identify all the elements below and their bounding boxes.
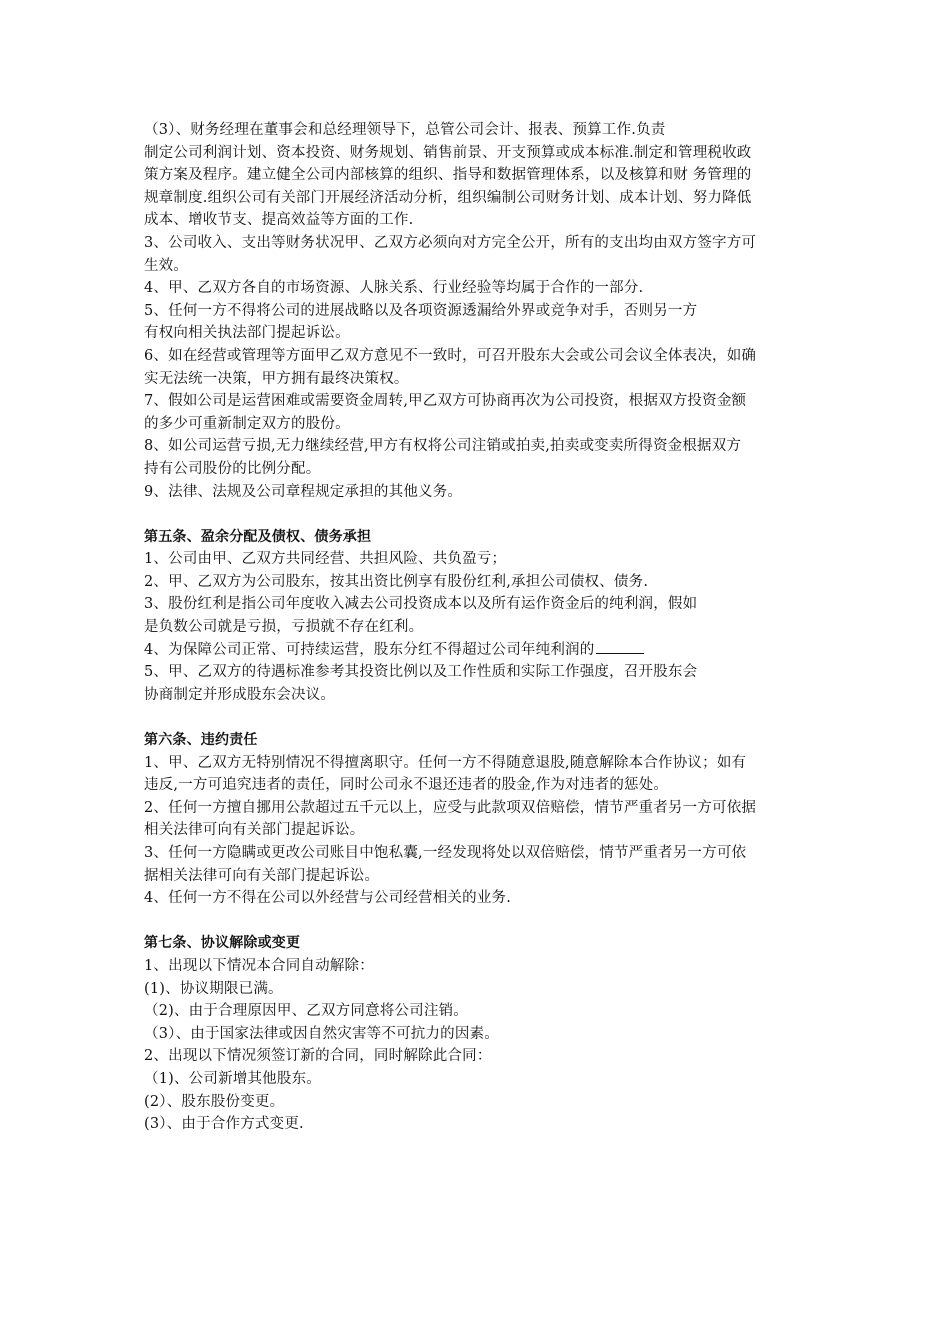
paragraph-line: （3）、财务经理在董事会和总经理领导下，总管公司会计、报表、预算工作.负责 <box>144 122 666 138</box>
paragraph-line: (3）、由于合作方式变更. <box>144 1116 304 1133</box>
paragraph-line: 7、假如公司是运营困难或需要资金周转,甲乙双方可协商再次为公司投资，根据双方投资金额 <box>144 393 747 410</box>
paragraph-line: 5、任何一方不得将公司的进展战略以及各项资源透漏给外界或竞争对手，否则另一方 <box>144 302 698 319</box>
paragraph-line: 2、出现以下情况须签订新的合同，同时解除此合同： <box>144 1048 492 1065</box>
fill-in-blank <box>596 639 644 654</box>
section-spacer <box>144 706 814 729</box>
section-heading-7: 第七条、协议解除或变更 <box>144 935 301 952</box>
paragraph-line: 有权向相关执法部门提起诉讼。 <box>144 325 350 342</box>
paragraph-line: 的多少可重新制定双方的股份。 <box>144 415 350 432</box>
paragraph-line: 持有公司股份的比例分配。 <box>144 460 321 477</box>
paragraph-line: 1、出现以下情况本合同自动解除： <box>144 957 374 974</box>
paragraph-line: 违反,一方可追究违者的责任，同时公司永不退还违者的股金,作为对违者的惩处。 <box>144 777 669 794</box>
paragraph-line: 4、甲、乙双方各自的市场资源、人脉关系、行业经验等均属于合作的一部分. <box>144 280 644 297</box>
paragraph-line: 3、任何一方隐瞒或更改公司账目中饱私囊,一经发现将处以双倍赔偿，情节严重者另一方可依 <box>144 845 747 861</box>
paragraph-line: 3、公司收入、支出等财务状况甲、乙双方必须向对方完全公开，所有的支出均由双方签字方可 <box>144 234 757 251</box>
paragraph-line: 实无法统一决策，甲方拥有最终决策权。 <box>144 370 409 387</box>
paragraph-line: 1、公司由甲、乙双方共同经营、共担风险、共负盈亏； <box>144 551 507 568</box>
section-spacer <box>144 910 814 933</box>
paragraph-line: 4、任何一方不得在公司以外经营与公司经营相关的业务. <box>144 890 512 907</box>
paragraph-line: 2、甲、乙双方为公司股东，按其出资比例享有股份红利,承担公司债权、债务. <box>144 573 649 590</box>
paragraph-line: 2、任何一方擅自挪用公款超过五千元以上，应受与此款项双倍赔偿，情节严重者另一方可依据 <box>144 799 757 816</box>
paragraph-text: 4、为保障公司正常、可持续运营，股东分红不得超过公司年纯利润的 <box>144 641 595 658</box>
paragraph-line: 3、股份红利是指公司年度收入减去公司投资成本以及所有运作资金后的纯利润，假如 <box>144 596 698 613</box>
paragraph-line: 相关法律可向有关部门提起诉讼。 <box>144 822 365 839</box>
paragraph-line: 策方案及程序。建立健全公司内部核算的组织、指导和数据管理体系，以及核算和财 务管理的 <box>144 167 752 184</box>
paragraph-line: 5、甲、乙双方的待遇标准参考其投资比例以及工作性质和实际工作强度，召开股东会 <box>144 664 698 681</box>
document-body <box>144 119 814 1136</box>
section-heading-5: 第五条、盈余分配及债权、债务承担 <box>144 528 372 545</box>
paragraph-line: (2）、股东股份变更。 <box>144 1093 285 1110</box>
section-spacer <box>144 503 814 526</box>
paragraph-line: 成本、增收节支、提高效益等方面的工作. <box>144 212 414 229</box>
paragraph-line-with-blank <box>144 639 814 662</box>
paragraph-line: (1)、协议期限已满。 <box>144 980 283 997</box>
paragraph-line: 6、如在经营或管理等方面甲乙双方意见不一致时，可召开股东大会或公司会议全体表决，如确 <box>144 347 757 364</box>
paragraph-line: 制定公司利润计划、资本投资、财务规划、销售前景、开支预算或成本标准.制定和管理税收政 <box>144 144 752 161</box>
paragraph-line: 规章制度.组织公司有关部门开展经济活动分析，组织编制公司财务计划、成本计划、努力降低 <box>144 189 752 206</box>
paragraph-line: 据相关法律可向有关部门提起诉讼。 <box>144 867 380 884</box>
paragraph-line: （1)、公司新增其他股东。 <box>144 1070 321 1087</box>
paragraph-line: 8、如公司运营亏损,无力继续经营,甲方有权将公司注销或拍卖,拍卖或变卖所得资金根据双方 <box>144 438 742 455</box>
paragraph-line: 1、甲、乙双方无特别情况不得擅离职守。任何一方不得随意退股,随意解除本合作协议；如有 <box>144 754 747 771</box>
paragraph-line: 是负数公司就是亏损，亏损就不存在红利。 <box>144 619 424 636</box>
paragraph-line: 协商制定并形成股东会决议。 <box>144 686 336 703</box>
paragraph-line: 9、法律、法规及公司章程规定承担的其他义务。 <box>144 483 463 500</box>
paragraph-line: （3）、由于国家法律或因自然灾害等不可抗力的因素。 <box>144 1025 499 1042</box>
section-heading-6: 第六条、违约责任 <box>144 732 258 749</box>
paragraph-line: （2)、由于合理原因甲、乙双方同意将公司注销。 <box>144 1003 468 1020</box>
paragraph-line: 生效。 <box>144 257 189 274</box>
